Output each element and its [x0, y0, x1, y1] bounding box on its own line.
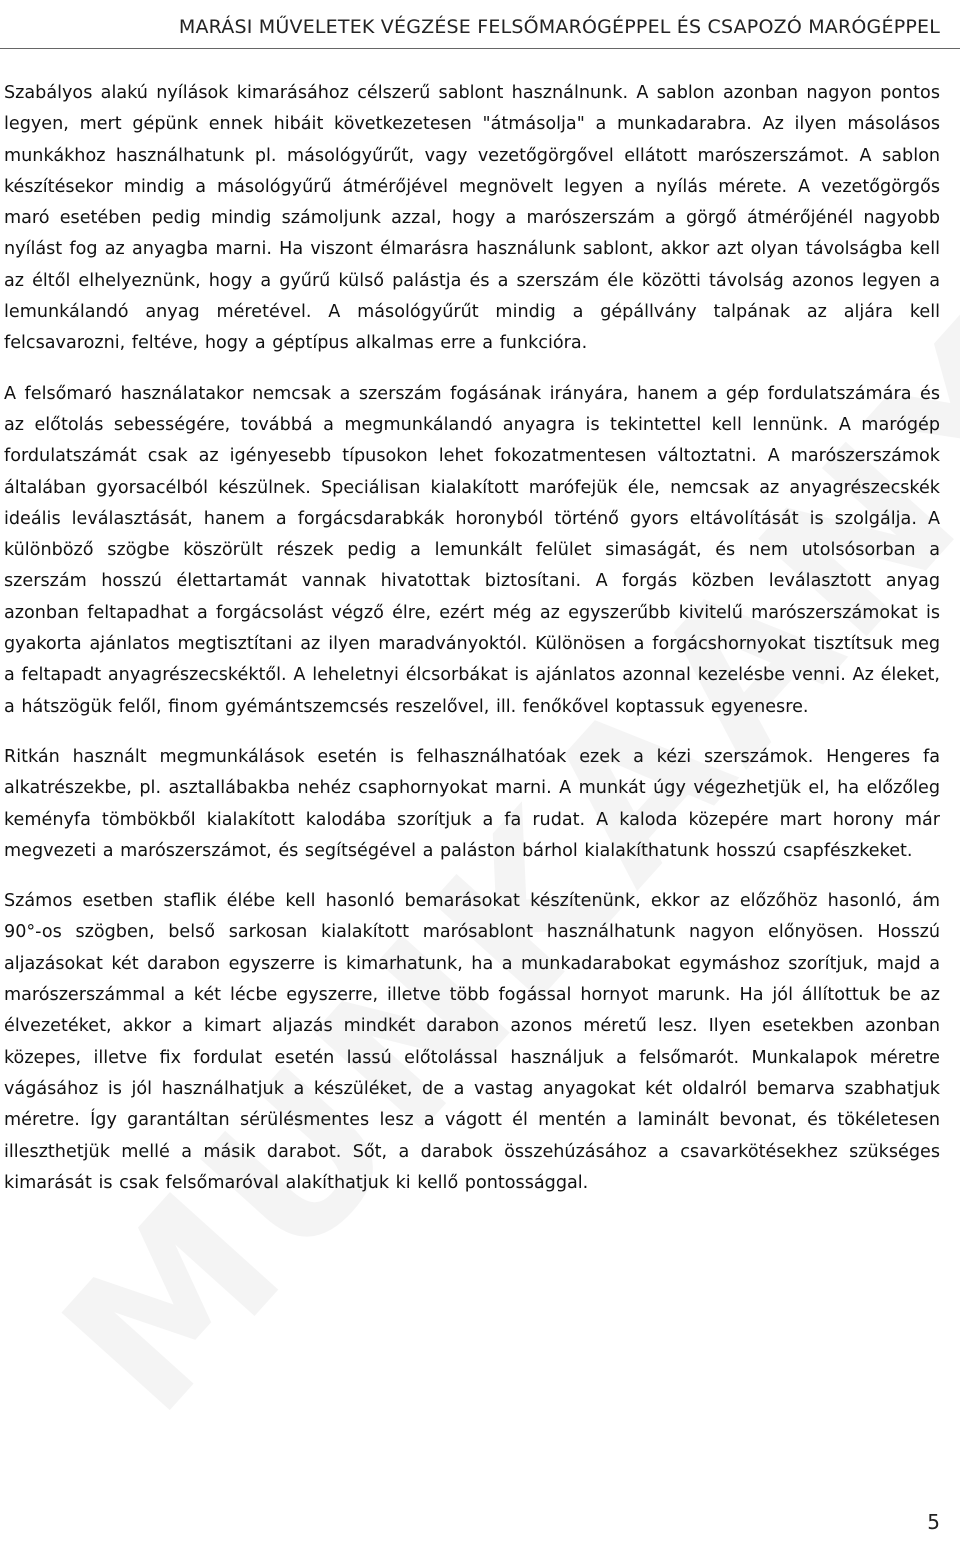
header-divider: [0, 48, 960, 49]
page-header-title: MARÁSI MŰVELETEK VÉGZÉSE FELSŐMARÓGÉPPEL ÉS CSAPOZÓ MARÓGÉPPEL: [178, 16, 940, 38]
paragraph-4: Számos esetben staflik élébe kell hasonló bemarásokat készítenünk, ekkor az előzőhöz hasonló, ám 90°-os szögben, belső sarkosan kialakított marósablont használhatunk nagyon előnyösen. Hosszú aljazásokat két darabon egyszerre is kimarhatunk, ha a munkadarabokat egymáshoz szorítjuk, majd a marószerszámmal a két lécbe egyszerre, illetve több fogással hornyot marunk. Ha jól állítottuk be az élvezetéket, akkor a kimart aljazás mindkét darabon azonos méretű lesz. Ilyen esetekben azonban közepes, illetve fix fordulat esetén lassú előtolással használjuk a felsőmarót. Munkalapok méretre vágásához is jól használhatjuk a készüléket, de a vastag anyagokat két oldalról bemarva szabhatjuk méretre. Így garantáltan sérülésmentes lesz a vágott él mentén a laminált bevonat, és tökéletesen illeszthetjük mellé a másik darabot. Sőt, a darabok összehúzásához a csavarkötésekhez szükséges kimarását is csak felsőmaróval alakíthatjuk ki kellő pontossággal.: [4, 891, 940, 1193]
paragraph-2: A felsőmaró használatakor nemcsak a szerszám fogásának irányára, hanem a gép fordulatszámára és az előtolás sebességére, továbbá a megmunkálandó anyagra is tekintettel kell lennünk. A marógép fordulatszámát csak az igényesebb típusokon lehet fokozatmentesen változtatni. A marószerszámok általában gyorsacélból készülnek. Speciálisan kialakított marófejük éle, nemcsak az anyagrészecskék ideális leválasztását, hanem a forgácsdarabkák horonyból történő gyors eltávolítását is szolgálja. A különböző szögbe köszörült részek pedig a lemunkált felület simaságát, és nem utolsósorban a szerszám hosszú élettartamát vannak hivatottak biztosítani. A forgás közben leválasztott anyag azonban feltapadhat a forgácsolást végző élre, ezért még az egyszerűbb kivitelű marószerszámokat is gyakorta ajánlatos megtisztítani az ilyen maradványoktól. Különösen a forgácshornyokat tisztítsuk meg a feltapadt anyagrészecskéktől. A leheletnyi élcsorbákat is ajánlatos azonnal kezelésbe venni. Az éleket, a hátszögük felől, finom gyémántszemcsés reszelővel, ill. fenőkővel koptassuk egyenesre.: [4, 383, 940, 717]
paragraph-1: Szabályos alakú nyílások kimarásához célszerű sablont használnunk. A sablon azonban nagyon pontos legyen, mert gépünk ennek hibáit következetesen "átmásolja" a munkadarabra. Az ilyen másolásos munkákhoz használhatunk pl. másológyűrűt, vagy vezetőgörgővel ellátott marószerszámot. A sablon készítésekor mindig a másológyűrű átmérőjével megnövelt legyen a nyílás mérete. A vezetőgörgős maró esetében pedig mindig számoljunk azzal, hogy a marószerszám a görgő átmérőjénél nagyobb nyílást fog az anyagba marni. Ha viszont élmarásra használunk sablont, akkor azt olyan távolságba kell az éltől elhelyeznünk, hogy a gyűrű külső palástja és a szerszám éle közötti távolság azonos legyen a lemunkálandó anyag méretével. A másológyűrűt mindig a gépállvány talpának az aljára kell felcsavarozni, feltéve, hogy a géptípus alkalmas erre a funkcióra.: [4, 83, 940, 354]
document-body: [4, 78, 940, 1218]
page-number: 5: [927, 1510, 940, 1534]
paragraph-3: Ritkán használt megmunkálások esetén is felhasználhatóak ezek a kézi szerszámok. Hengeres fa alkatrészekbe, pl. asztallábakba nehéz csaphornyokat marni. A munkát úgy végezhetjük el, ha előzőleg keményfa tömbökből kialakított kalodába szorítjuk a fa rudat. A kaloda közepére mart horony már megvezeti a marószerszámot, és segítségével a paláston bárhol kialakíthatunk hosszú csapfészkeket.: [4, 746, 940, 861]
